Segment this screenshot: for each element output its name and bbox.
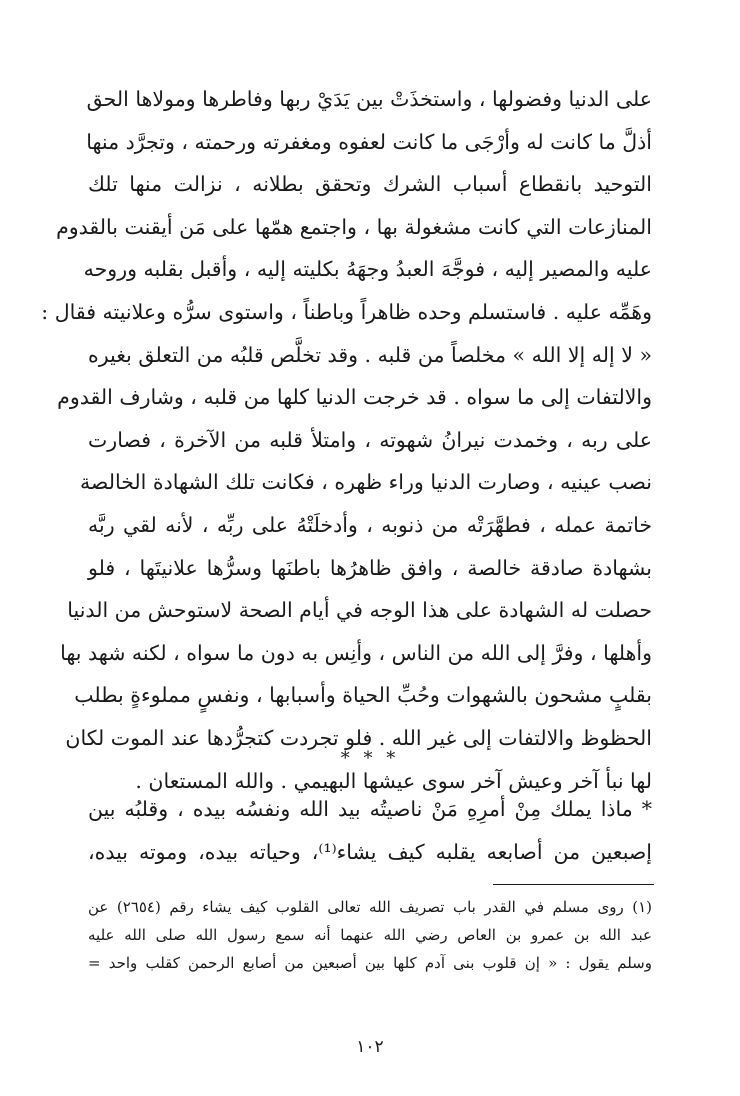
page-number: ١٠٢	[356, 1037, 384, 1057]
text-line: على ربه ، وخمدت نيرانُ شهوته ، وامتلأ قلبه من الآخرة ، فصارت	[88, 427, 652, 452]
text-line: وهَمِّه عليه . فاستسلم وحده ظاهراً وباطناً ، واستوى سرُّه وعلانيته فقال :	[41, 299, 652, 324]
second-paragraph	[88, 788, 652, 873]
footnote-line: عبد الله بن عمرو بن العاص رضي الله عنهما أنه سمع رسول الله صلى الله عليه	[88, 926, 652, 944]
text-line: الحظوظ والالتفات إلى غير الله . فلو تجردت كتجرُّدها عند الموت لكان	[65, 725, 652, 750]
footnote-line: (١) روى مسلم في القدر باب تصريف الله تعالى القلوب كيف يشاء رقم (٢٦٥٤) عن	[88, 898, 652, 916]
text-line: بشهادة صادقة خالصة ، وافق ظاهرُها باطنَها وسرُّها علانيتَها ، فلو	[88, 555, 652, 580]
text-line: إصبعين من أصابعه يقلبه كيف يشاء⁽¹⁾، وحياته بيده، وموته بيده،	[88, 839, 652, 864]
text-line: حصلت له الشهادة على هذا الوجه في أيام الصحة لاستوحش من الدنيا	[67, 598, 652, 623]
text-line: بقلبٍ مشحون بالشهوات وحُبِّ الحياة وأسبابها ، ونفسٍ مملوءةٍ بطلب	[74, 683, 652, 708]
footnote-divider	[493, 884, 654, 885]
text-line: « لا إله إلا الله » مخلصاً من قلبه . وقد تخلَّص قلبُه من التعلق بغيره	[88, 342, 652, 367]
text-line: التوحيد بانقطاع أسباب الشرك وتحقق بطلانه ، نزالت منها تلك	[88, 172, 652, 197]
footnote-line: وسلم يقول : « إن قلوب بنى آدم كلها بين أصبعين من أصابع الرحمن كقلب واحد =	[88, 954, 652, 972]
text-line: وأهلها ، وفرَّ إلى الله من الناس ، وأنِس به دون ما سواه ، لكنه شهد بها	[60, 640, 652, 665]
text-line: خاتمة عمله ، فطهَّرَتْه من ذنوبه ، وأدخلَتْهُ على ربِّه ، لأنه لقي ربَّه	[88, 512, 652, 537]
text-line: المنازعات التي كانت مشغولة بها ، واجتمع همّها على مَن أيقنت بالقدوم	[56, 214, 652, 239]
main-paragraph	[41, 78, 652, 802]
text-line: لها نبأ آخر وعيش آخر سوى عيشها البهيمي . والله المستعان .	[135, 768, 652, 793]
section-separator: * * *	[340, 748, 400, 769]
text-line: نصب عينيه ، وصارت الدنيا وراء ظهره ، فكانت تلك الشهادة الخالصة	[79, 470, 652, 495]
text-line: عليه والمصير إليه ، فوجَّهَ العبدُ وجهَهُ بكليته إليه ، وأقبل بقلبه وروحه	[83, 257, 652, 282]
text-line: * ماذا يملك مِنْ أمرِهِ مَنْ ناصيتُه بيد الله ونفسُه بيده ، وقلبُه بين	[88, 797, 652, 821]
text-line: أذلَّ ما كانت له وأرْجَى ما كانت لعفوه ومغفرته ورحمته ، وتجرَّد منها	[86, 129, 652, 154]
text-line: على الدنيا وفضولها ، واستخذَتْ بين يَدَيْ ربها وفاطرها ومولاها الحق	[86, 87, 652, 111]
text-line: والالتفات إلى ما سواه . قد خرجت الدنيا كلها من قلبه ، وشارف القدوم	[57, 385, 652, 410]
footnote	[88, 893, 652, 977]
